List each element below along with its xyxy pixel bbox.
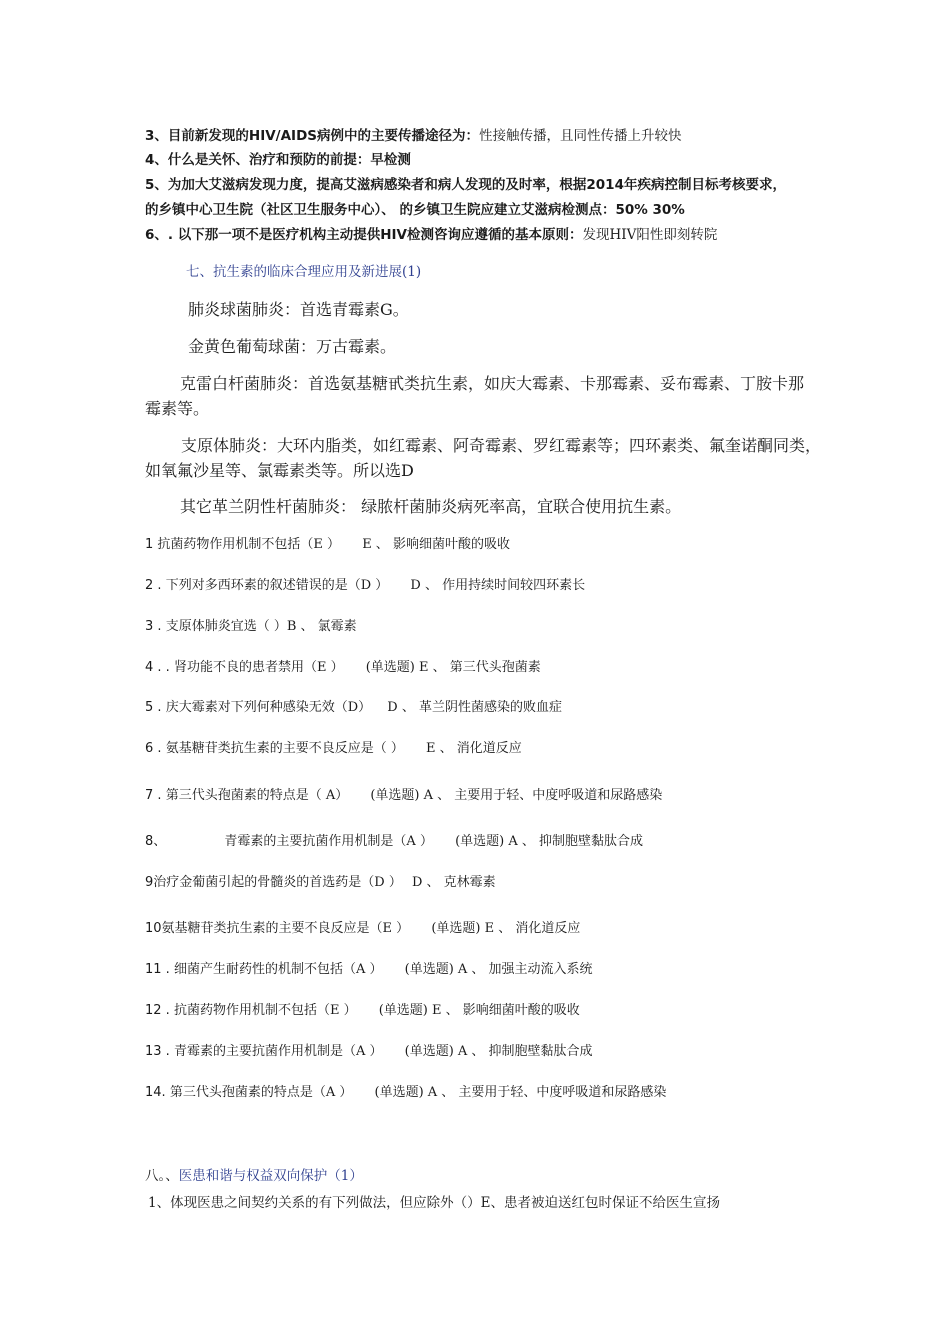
section-7-para-4b: 如氧氟沙星等、氯霉素类等。所以选D <box>145 461 414 480</box>
question-number: 5 . <box>145 700 162 715</box>
question-text: 支原体肺炎宜选（ ）B 、 氯霉素 <box>165 619 357 634</box>
question-item <box>145 537 510 553</box>
hiv-line-4: 4、什么是关怀、治疗和预防的前提：早检测 <box>145 152 411 168</box>
question-answer: E 、 消化道反应 <box>425 741 522 756</box>
question-text: 治疗金葡菌引起的骨髓炎的首选药是（D ） <box>153 875 402 890</box>
hiv-line-3 <box>145 128 682 144</box>
section-8-line-1: 1、体现医患之间契约关系的有下列做法，但应除外（）E、患者被迫送红包时保证不给医生宣扬 <box>148 1195 720 1211</box>
question-text: 细菌产生耐药性的机制不包括（A ） <box>173 962 383 977</box>
question-number: 13 . <box>145 1044 170 1059</box>
question-number: 1 <box>145 537 154 552</box>
question-item <box>145 1003 580 1019</box>
hiv-line-5a: 5、为加大艾滋病发现力度，提高艾滋病感染者和病人发现的及时率，根据2014年疾病控制目标考核要求， <box>145 177 786 193</box>
question-item <box>145 834 643 850</box>
question-number: 2 . <box>145 578 162 593</box>
question-number: 12 . <box>145 1003 170 1018</box>
hiv-line-6 <box>145 227 717 243</box>
section-7-para-3b: 霉素等。 <box>145 399 210 418</box>
section-8-heading-text: 医患和谐与权益双向保护（1） <box>178 1168 363 1184</box>
section-8-heading <box>145 1168 363 1184</box>
question-item <box>145 700 562 716</box>
question-item <box>145 962 593 978</box>
question-text: 青霉素的主要抗菌作用机制是（A ） <box>173 1044 383 1059</box>
question-answer: (单选题) A 、 主要用于轻、中度呼吸道和尿路感染 <box>370 788 663 803</box>
question-item <box>145 741 522 757</box>
question-answer: (单选题) E 、 消化道反应 <box>431 921 581 936</box>
question-item <box>145 578 585 594</box>
question-item <box>145 921 580 937</box>
question-answer: E 、 影响细菌叶酸的吸收 <box>362 537 510 552</box>
question-item <box>145 788 662 804</box>
question-number: 10 <box>145 921 162 936</box>
question-answer: (单选题) A 、 抑制胞壁黏肽合成 <box>455 834 644 849</box>
question-text: 肾功能不良的患者禁用（E ） <box>173 660 344 675</box>
hiv-line-6-question: 6、. 以下那一项不是医疗机构主动提供HIV检测咨询应遵循的基本原则： <box>145 227 583 243</box>
question-number: 3 . <box>145 619 162 634</box>
question-number: 6 . <box>145 741 162 756</box>
question-answer: D 、 克林霉素 <box>411 875 496 890</box>
section-7-para-5: 其它革兰阴性杆菌肺炎： 绿脓杆菌肺炎病死率高，宜联合使用抗生素。 <box>180 497 682 516</box>
question-text: 第三代头孢菌素的特点是（ A） <box>165 788 349 803</box>
question-number: 9 <box>145 875 154 890</box>
question-answer: (单选题) A 、 抑制胞壁黏肽合成 <box>404 1044 593 1059</box>
question-answer: D 、 作用持续时间较四环素长 <box>410 578 586 593</box>
question-text: 氨基糖苷类抗生素的主要不良反应是（E ） <box>161 921 410 936</box>
question-text: 抗菌药物作用机制不包括（E ） <box>157 537 341 552</box>
question-answer: (单选题) A 、 加强主动流入系统 <box>404 962 593 977</box>
hiv-line-5b: 的乡镇中心卫生院（社区卫生服务中心）、 的乡镇卫生院应建立艾滋病检测点：50% 30% <box>145 202 685 218</box>
question-number: 8、 <box>145 834 167 849</box>
question-item <box>145 1044 593 1060</box>
question-text: 青霉素的主要抗菌作用机制是（A ） <box>224 834 433 849</box>
question-text: 抗菌药物作用机制不包括（E ） <box>173 1003 357 1018</box>
question-number: 14. <box>145 1085 166 1100</box>
question-item <box>145 1085 666 1101</box>
question-item <box>145 875 496 891</box>
hiv-line-6-answer: 发现HIV阳性即刻转院 <box>582 227 718 243</box>
question-answer: (单选题) E 、 第三代头孢菌素 <box>365 660 541 675</box>
section-8-heading-prefix: 八。、 <box>145 1168 179 1184</box>
question-answer: (单选题) A 、 主要用于轻、中度呼吸道和尿路感染 <box>374 1085 667 1100</box>
question-item <box>145 619 357 635</box>
question-answer: (单选题) E 、 影响细菌叶酸的吸收 <box>378 1003 580 1018</box>
question-text: 氨基糖苷类抗生素的主要不良反应是（ ） <box>165 741 404 756</box>
question-text: 下列对多西环素的叙述错误的是（D ） <box>165 578 389 593</box>
section-7-para-4a: 支原体肺炎：大环内脂类，如红霉素、阿奇霉素、罗红霉素等；四环素类、氟奎诺酮同类， <box>181 436 822 455</box>
question-number: 4 . . <box>145 660 170 675</box>
section-7-para-3a: 克雷白杆菌肺炎：首选氨基糖甙类抗生素，如庆大霉素、卡那霉素、妥布霉素、丁胺卡那 <box>180 374 805 393</box>
question-text: 第三代头孢菌素的特点是（A ） <box>169 1085 353 1100</box>
hiv-line-3-answer: 性接触传播，且同性传播上升较快 <box>479 128 682 144</box>
question-answer: D 、 革兰阴性菌感染的败血症 <box>387 700 562 715</box>
question-number: 11 . <box>145 962 170 977</box>
question-text: 庆大霉素对下列何种感染无效（D） <box>165 700 372 715</box>
hiv-line-3-question: 3、目前新发现的HIV/AIDS病例中的主要传播途径为： <box>145 128 479 144</box>
question-number: 7 . <box>145 788 162 803</box>
question-item <box>145 660 541 676</box>
section-7-para-2: 金黄色葡萄球菌：万古霉素。 <box>188 337 397 356</box>
section-7-heading: 七、抗生素的临床合理应用及新进展(1) <box>186 264 422 280</box>
section-7-para-1: 肺炎球菌肺炎：首选青霉素G。 <box>188 300 409 319</box>
